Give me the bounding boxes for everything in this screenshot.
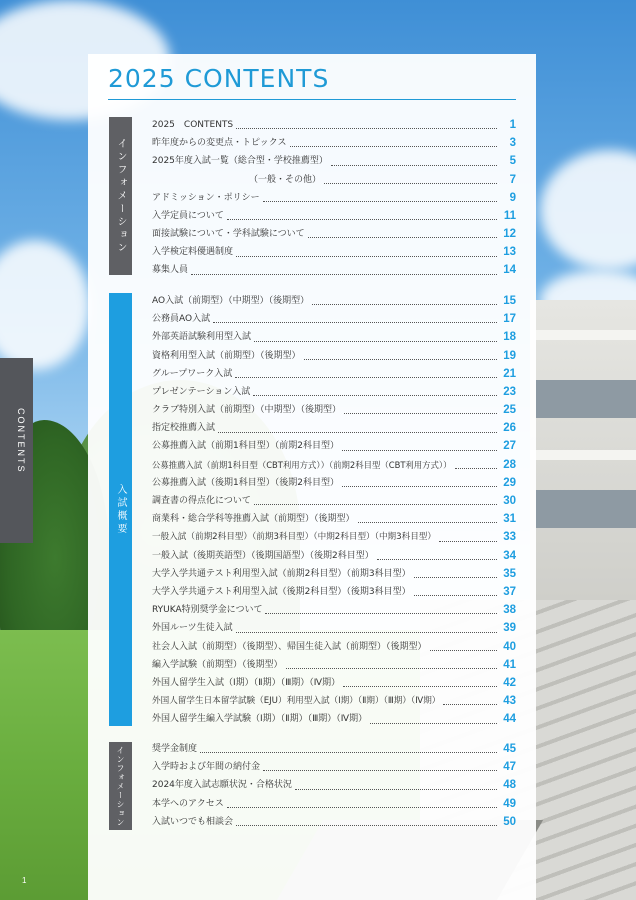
toc-entry[interactable]: 大学入学共通テスト利用型入試（後期2科目型）（後期3科目型） 37 (152, 585, 516, 598)
section-label-admission-overview: 入試概要 (109, 293, 132, 726)
toc-entry[interactable]: クラブ特別入試（前期型）（中期型）（後期型） 25 (152, 404, 516, 417)
toc-entry[interactable]: 公募推薦入試（後期1科目型）（後期2科目型） 29 (152, 476, 516, 489)
toc-entry[interactable]: 社会人入試（前期型）（後期型）、帰国生徒入試（前期型）（後期型） 40 (152, 640, 516, 653)
section-label-information: インフォメーション (109, 117, 132, 275)
building (530, 300, 636, 600)
toc-entry[interactable]: 奨学金制度 45 (152, 742, 516, 755)
toc-entry[interactable]: 調査書の得点化について 30 (152, 495, 516, 508)
toc-entry[interactable]: 本学へのアクセス 49 (152, 797, 516, 810)
toc-section-admission-overview (152, 292, 516, 729)
toc-entry[interactable]: 一般入試（前期2科目型）（前期3科目型）（中期2科目型）（中期3科目型） 33 (152, 531, 516, 544)
toc-entry[interactable]: 2024年度入試志願状況・合格状況 48 (152, 779, 516, 792)
toc-entry[interactable]: （一般・その他） 7 (249, 173, 516, 186)
page-number: 1 (22, 876, 27, 885)
toc-entry[interactable]: 公募推薦入試（前期1科目型）（前期2科目型） 27 (152, 440, 516, 453)
toc-entry[interactable]: 大学入学共通テスト利用型入試（前期2科目型）（前期3科目型） 35 (152, 567, 516, 580)
toc-entry[interactable]: 一般入試（後期英語型）（後期国語型）（後期2科目型） 34 (152, 549, 516, 562)
toc-section-information-2 (152, 740, 516, 831)
toc-entry[interactable]: 面接試験について・学科試験について 12 (152, 228, 516, 241)
toc-entry[interactable]: 2025年度入試一覧（総合型・学校推薦型） 5 (152, 155, 516, 168)
page-title: 2025 CONTENTS (108, 64, 330, 93)
toc-entry[interactable]: 編入学試験（前期型）（後期型） 41 (152, 658, 516, 671)
toc-entry[interactable]: 入学検定料優遇制度 13 (152, 246, 516, 259)
toc-entry[interactable]: 昨年度からの変更点・トピックス 3 (152, 137, 516, 150)
side-tab-label: CONTENTS (16, 408, 26, 474)
toc-entry[interactable]: 商業科・総合学科等推薦入試（前期型）（後期型） 31 (152, 513, 516, 526)
toc-entry[interactable]: グループワーク入試 21 (152, 367, 516, 380)
toc-entry[interactable]: 公務員AO入試 17 (152, 313, 516, 326)
toc-entry[interactable]: 入試いつでも相談会 50 (152, 815, 516, 828)
toc-entry[interactable]: 公募推薦入試（前期1科目型（CBT利用方式））（前期2科目型（CBT利用方式）） 28 (152, 458, 516, 471)
toc-entry[interactable]: 外国人留学生編入学試験（Ⅰ期）（Ⅱ期）（Ⅲ期）（Ⅳ期） 44 (152, 713, 516, 726)
section-label-information-2: インフォメーション (109, 742, 132, 830)
toc-entry[interactable]: RYUKA特別奨学金について 38 (152, 604, 516, 617)
title-divider (108, 99, 516, 100)
toc-entry[interactable]: プレゼンテーション入試 23 (152, 385, 516, 398)
toc-entry[interactable]: 指定校推薦入試 26 (152, 422, 516, 435)
toc-entry[interactable]: 募集人員 14 (152, 264, 516, 277)
toc-entry[interactable]: 2025 CONTENTS 1 (152, 118, 516, 131)
toc-entry[interactable]: 資格利用型入試（前期型）（後期型） 19 (152, 349, 516, 362)
toc-entry[interactable]: AO入試（前期型）（中期型）（後期型） 15 (152, 294, 516, 307)
toc-entry[interactable]: 外国ルーツ生徒入試 39 (152, 622, 516, 635)
toc-entry[interactable]: 入学時および年間の納付金 47 (152, 761, 516, 774)
toc-entry[interactable]: 外国人留学生日本留学試験（EJU）利用型入試（Ⅰ期）（Ⅱ期）（Ⅲ期）（Ⅳ期） 43 (152, 695, 516, 708)
toc-entry[interactable]: アドミッション・ポリシー 9 (152, 191, 516, 204)
toc-entry[interactable]: 入学定員について 11 (152, 209, 516, 222)
toc-section-information (152, 116, 516, 280)
toc-entry[interactable]: 外部英語試験利用型入試 18 (152, 331, 516, 344)
toc-entry[interactable]: 外国人留学生入試（Ⅰ期）（Ⅱ期）（Ⅲ期）（Ⅳ期） 42 (152, 676, 516, 689)
